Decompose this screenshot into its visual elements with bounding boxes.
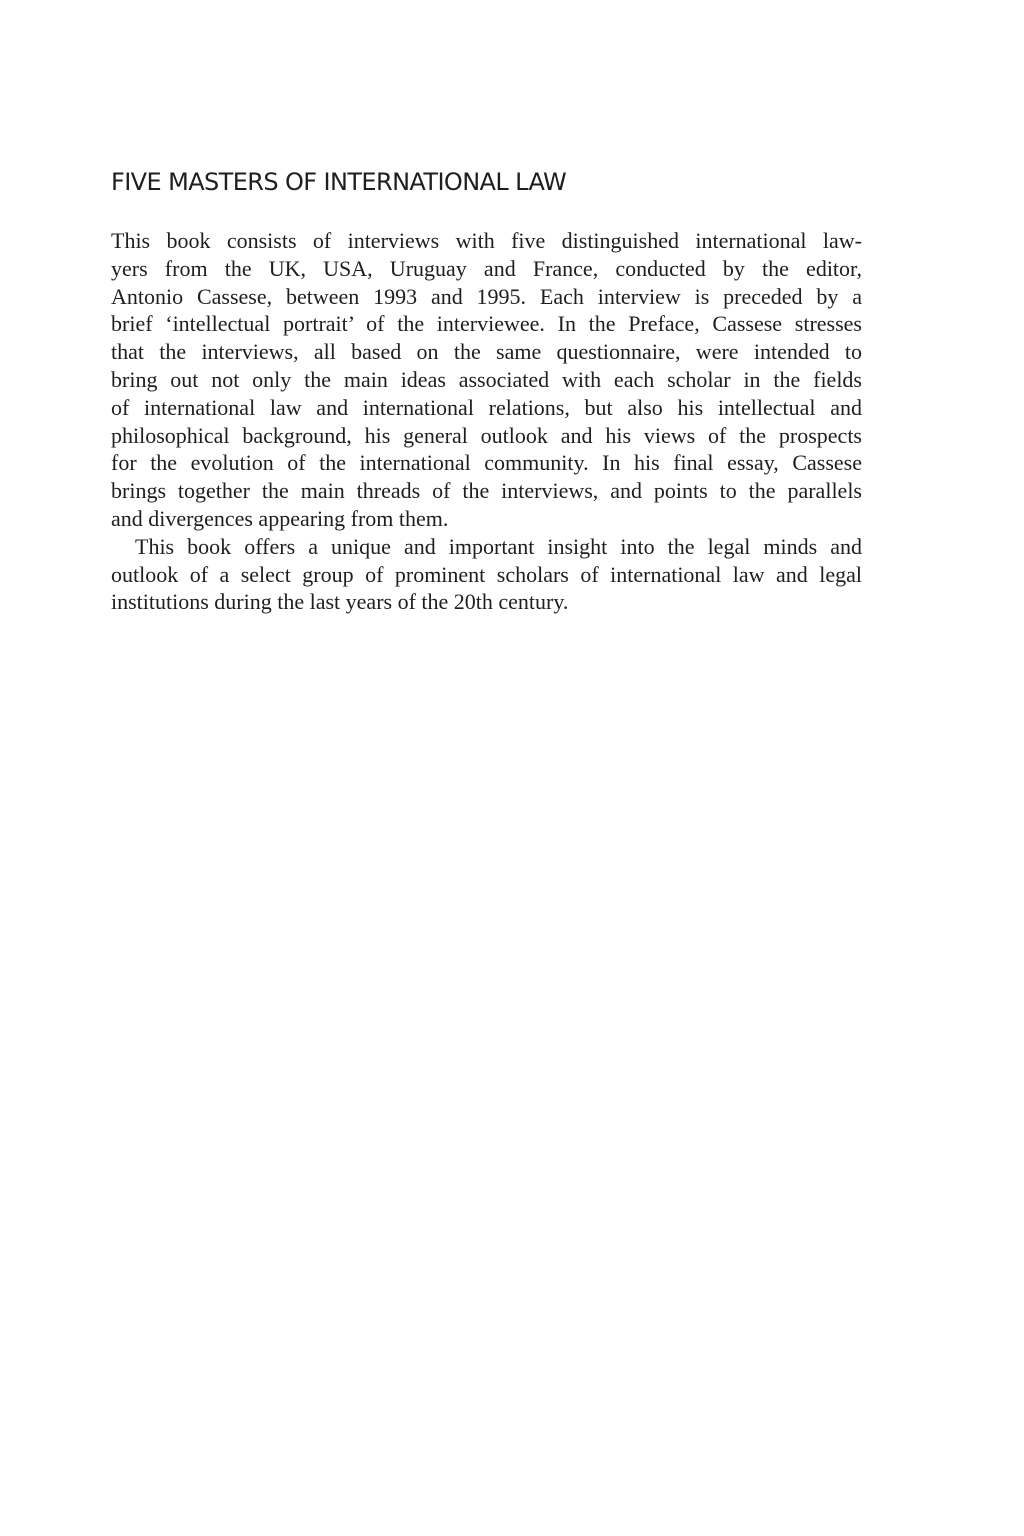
text-line: bring out not only the main ideas associated with each scholar in the fields <box>111 366 862 392</box>
text-line: brief ‘intellectual portrait’ of the interviewee. In the Preface, Cassese stresses <box>111 311 862 337</box>
text-line: This book offers a unique and important insight into the legal minds and <box>135 533 862 559</box>
text-line: Antonio Cassese, between 1993 and 1995. Each interview is preceded by a <box>111 283 862 309</box>
page-title: FIVE MASTERS OF INTERNATIONAL LAW <box>111 168 567 196</box>
paragraph-2 <box>111 533 862 616</box>
text-line: of international law and international relations, but also his intellectual and <box>111 394 862 420</box>
text-line: outlook of a select group of prominent scholars of international law and legal <box>111 561 862 587</box>
text-line: that the interviews, all based on the same questionnaire, were intended to <box>111 339 862 365</box>
text-line: This book consists of interviews with five distinguished international law- <box>111 228 862 253</box>
text-line: brings together the main threads of the interviews, and points to the parallels <box>111 478 862 504</box>
text-line: yers from the UK, USA, Uruguay and France, conducted by the editor, <box>111 255 862 281</box>
text-line: institutions during the last years of the 20th century. <box>111 589 569 615</box>
paragraph-1 <box>111 227 862 533</box>
body-text <box>111 227 862 616</box>
text-line: for the evolution of the international community. In his final essay, Cassese <box>111 450 862 476</box>
text-line: philosophical background, his general outlook and his views of the prospects <box>111 422 862 448</box>
text-line: and divergences appearing from them. <box>111 505 449 531</box>
